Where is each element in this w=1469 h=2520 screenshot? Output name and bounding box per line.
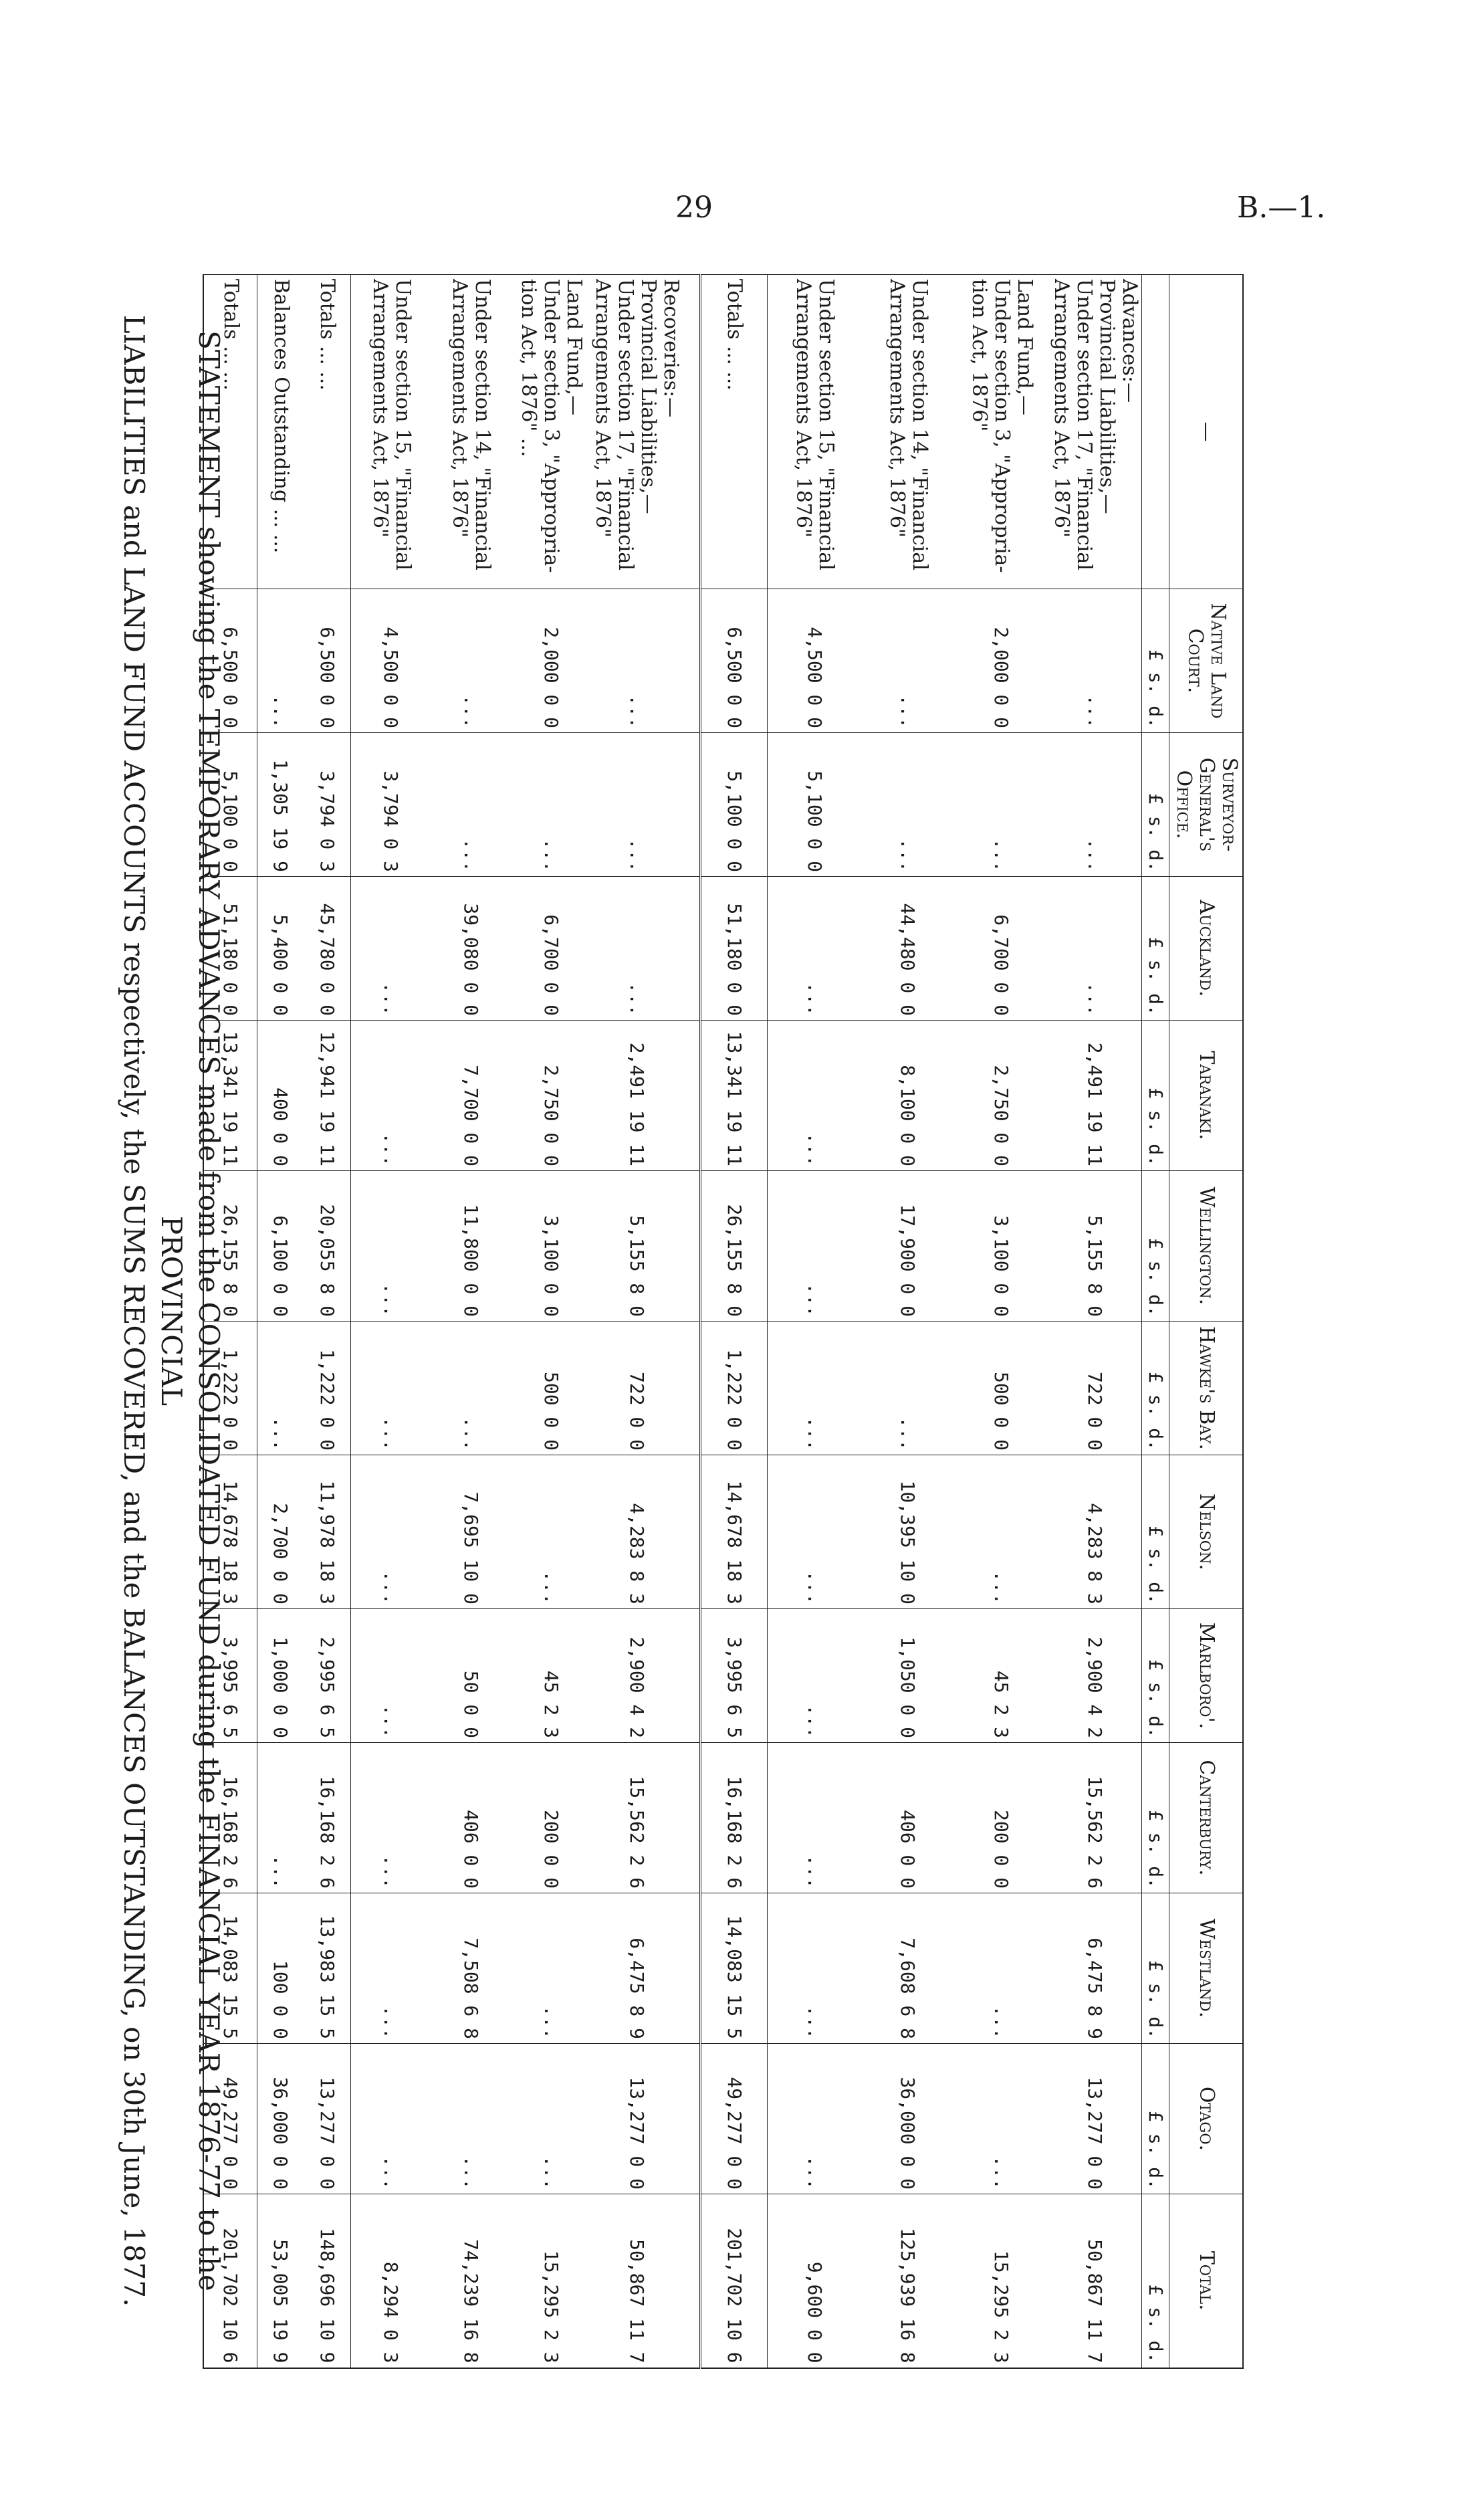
amount-cell: 500 0 0 xyxy=(512,1322,592,1455)
amount-cell: 6,700 0 0 xyxy=(512,877,592,1021)
amount-cell: ... xyxy=(861,733,955,877)
separator-cell xyxy=(683,1171,701,1322)
amount-cell: ... xyxy=(257,1743,304,1893)
amount-cell: 6,475 8 9 xyxy=(1048,1893,1142,2044)
amount-cell: ... xyxy=(768,1322,861,1455)
amount-cell: ... xyxy=(512,1893,592,2044)
amount-cell: 1,050 0 0 xyxy=(861,1609,955,1743)
table-row xyxy=(351,275,431,2368)
amount-cell: 13,277 0 0 xyxy=(592,2044,683,2194)
amount-cell: 1,222 0 0 xyxy=(701,1322,768,1455)
amount-cell: ... xyxy=(257,1322,304,1455)
amount-cell: 125,939 16 8 xyxy=(861,2194,955,2368)
amount-cell: ... xyxy=(351,1322,431,1455)
amount-cell: 2,900 4 2 xyxy=(592,1609,683,1743)
amount-cell: ... xyxy=(351,1455,431,1609)
amount-cell: 50 0 0 xyxy=(431,1609,512,1743)
row-label: Advances:— Provincial Liabilities,— Under section 17, "Financial Arrangements Act, 1876" xyxy=(1048,275,1142,589)
amount-cell: 148,696 10 9 xyxy=(304,2194,351,2368)
amount-cell: 406 0 0 xyxy=(431,1743,512,1893)
table-row xyxy=(512,275,592,2368)
amount-cell: 3,794 0 3 xyxy=(304,733,351,877)
unit-cell: £ s. d. xyxy=(1142,1893,1169,2044)
title-line-2: LIABILITIES and LAND FUND ACCOUNTS respectively, the SUMS RECOVERED, and the BALANCES OUTSTANDING, on 30th June, 1877. xyxy=(118,314,150,2307)
amount-cell: 1,000 0 0 xyxy=(257,1609,304,1743)
amount-cell: 15,562 2 6 xyxy=(1048,1743,1142,1893)
amount-cell: 2,900 4 2 xyxy=(1048,1609,1142,1743)
amount-cell: 74,239 16 8 xyxy=(431,2194,512,2368)
amount-cell: 201,702 10 6 xyxy=(204,2194,257,2368)
separator-cell xyxy=(683,1743,701,1893)
row-label: Under section 15, "Financial Arrangements Act, 1876" xyxy=(768,275,861,589)
row-label: Recoveries:— Provincial Liabilities,— Under section 17, "Financial Arrangements Act, 1876" xyxy=(592,275,683,589)
amount-cell: 11,800 0 0 xyxy=(431,1171,512,1322)
amount-cell: 722 0 0 xyxy=(1048,1322,1142,1455)
row-label: Under section 14, "Financial Arrangements Act, 1876" xyxy=(861,275,955,589)
amount-cell: 16,168 2 6 xyxy=(701,1743,768,1893)
amount-cell: 51,180 0 0 xyxy=(204,877,257,1021)
amount-cell: 2,750 0 0 xyxy=(955,1021,1048,1171)
column-header: Surveyor-General's Office. xyxy=(1169,733,1243,877)
amount-cell: ... xyxy=(955,1893,1048,2044)
unit-cell: £ s. d. xyxy=(1142,2194,1169,2368)
amount-cell: 9,600 0 0 xyxy=(768,2194,861,2368)
amount-cell: ... xyxy=(431,589,512,733)
title-line-1: STATEMENT showing the TEMPORARY ADVANCES made from the CONSOLIDATED FUND during the FINANCIAL YEAR 1876-77 to the PROVINCIAL xyxy=(155,330,225,2291)
amount-cell: 1,222 0 0 xyxy=(304,1322,351,1455)
unit-cell: £ s. d. xyxy=(1142,2044,1169,2194)
separator-cell xyxy=(683,2044,701,2194)
units-row xyxy=(1142,275,1169,2368)
amount-cell: 13,983 15 5 xyxy=(304,1893,351,2044)
amount-cell: 2,750 0 0 xyxy=(512,1021,592,1171)
unit-cell: £ s. d. xyxy=(1142,1171,1169,1322)
amount-cell: ... xyxy=(512,1455,592,1609)
column-header: Nelson. xyxy=(1169,1455,1243,1609)
amount-cell: ... xyxy=(351,1609,431,1743)
amount-cell: 16,168 2 6 xyxy=(204,1743,257,1893)
column-header: Otago. xyxy=(1169,2044,1243,2194)
column-header-row xyxy=(1169,275,1243,2368)
table-row xyxy=(257,275,304,2368)
amount-cell: ... xyxy=(592,733,683,877)
amount-cell: ... xyxy=(768,1893,861,2044)
amount-cell: 2,000 0 0 xyxy=(512,589,592,733)
amount-cell: 16,168 2 6 xyxy=(304,1743,351,1893)
amount-cell: 5,100 0 0 xyxy=(768,733,861,877)
amount-cell: ... xyxy=(955,1455,1048,1609)
amount-cell: 44,480 0 0 xyxy=(861,877,955,1021)
table-row xyxy=(431,275,512,2368)
amount-cell: 13,341 19 11 xyxy=(204,1021,257,1171)
amount-cell: ... xyxy=(861,589,955,733)
amount-cell: 201,702 10 6 xyxy=(701,2194,768,2368)
column-header: Native Land Court. xyxy=(1169,589,1243,733)
unit-cell: £ s. d. xyxy=(1142,1322,1169,1455)
table-row xyxy=(955,275,1048,2368)
amount-cell: ... xyxy=(768,877,861,1021)
amount-cell: 4,283 8 3 xyxy=(592,1455,683,1609)
page-number: 29 xyxy=(675,191,713,225)
amount-cell: 12,941 19 11 xyxy=(304,1021,351,1171)
separator-cell xyxy=(683,877,701,1021)
amount-cell: 50,867 11 7 xyxy=(1048,2194,1142,2368)
unit-cell: £ s. d. xyxy=(1142,877,1169,1021)
amount-cell: 14,678 18 3 xyxy=(204,1455,257,1609)
amount-cell: 14,678 18 3 xyxy=(701,1455,768,1609)
amount-cell: 3,995 6 5 xyxy=(701,1609,768,1743)
row-label: Under section 15, "Financial Arrangements Act, 1876" xyxy=(351,275,431,589)
column-header: — xyxy=(1169,275,1243,589)
amount-cell: 8,100 0 0 xyxy=(861,1021,955,1171)
amount-cell: 3,100 0 0 xyxy=(512,1171,592,1322)
separator-cell xyxy=(683,733,701,877)
amount-cell: 1,305 19 9 xyxy=(257,733,304,877)
amount-cell: 4,500 0 0 xyxy=(768,589,861,733)
amount-cell: ... xyxy=(351,2044,431,2194)
amount-cell: 406 0 0 xyxy=(861,1743,955,1893)
amount-cell: 200 0 0 xyxy=(955,1743,1048,1893)
column-header: Taranaki. xyxy=(1169,1021,1243,1171)
unit-cell: £ s. d. xyxy=(1142,1021,1169,1171)
amount-cell: 2,491 19 11 xyxy=(592,1021,683,1171)
separator-cell xyxy=(683,1609,701,1743)
column-header: Westland. xyxy=(1169,1893,1243,2044)
rotated-statement xyxy=(80,254,1244,2368)
separator-cell xyxy=(683,1322,701,1455)
column-header: Wellington. xyxy=(1169,1171,1243,1322)
unit-cell: £ s. d. xyxy=(1142,1455,1169,1609)
table-row xyxy=(701,275,768,2368)
separator-cell xyxy=(683,1893,701,2044)
separator-cell xyxy=(683,589,701,733)
unit-cell: £ s. d. xyxy=(1142,733,1169,877)
amount-cell: 500 0 0 xyxy=(955,1322,1048,1455)
column-header: Total. xyxy=(1169,2194,1243,2368)
amount-cell: ... xyxy=(1048,877,1142,1021)
section-separator xyxy=(683,275,701,2368)
table-row xyxy=(1048,275,1142,2368)
amount-cell: ... xyxy=(1048,589,1142,733)
amount-cell: ... xyxy=(257,589,304,733)
amount-cell: ... xyxy=(768,1455,861,1609)
amount-cell: ... xyxy=(955,2044,1048,2194)
amount-cell: 6,475 8 9 xyxy=(592,1893,683,2044)
amount-cell: 6,500 0 0 xyxy=(701,589,768,733)
unit-cell: £ s. d. xyxy=(1142,1609,1169,1743)
column-header: Hawke's Bay. xyxy=(1169,1322,1243,1455)
row-label: Balances Outstanding ... ... xyxy=(257,275,304,589)
amount-cell: ... xyxy=(351,1171,431,1322)
amount-cell: 26,155 8 0 xyxy=(204,1171,257,1322)
amount-cell: 7,608 6 8 xyxy=(861,1893,955,2044)
amount-cell: ... xyxy=(351,877,431,1021)
unit-cell xyxy=(1142,275,1169,589)
amount-cell: 6,700 0 0 xyxy=(955,877,1048,1021)
amount-cell: ... xyxy=(592,877,683,1021)
amount-cell: 13,277 0 0 xyxy=(1048,2044,1142,2194)
table-row xyxy=(304,275,351,2368)
column-header: Canterbury. xyxy=(1169,1743,1243,1893)
separator-cell xyxy=(683,2194,701,2368)
row-label: Land Fund,— Under section 3, "Appropria- tion Act, 1876" xyxy=(955,275,1048,589)
amount-cell: 7,695 10 0 xyxy=(431,1455,512,1609)
amount-cell: ... xyxy=(592,589,683,733)
table-row xyxy=(768,275,861,2368)
amount-cell: 6,500 0 0 xyxy=(304,589,351,733)
row-label: Under section 14, "Financial Arrangements Act, 1876" xyxy=(431,275,512,589)
amount-cell: ... xyxy=(768,1171,861,1322)
column-header: Marlboro'. xyxy=(1169,1609,1243,1743)
amount-cell: 4,283 8 3 xyxy=(1048,1455,1142,1609)
amount-cell: 5,155 8 0 xyxy=(592,1171,683,1322)
amount-cell: 400 0 0 xyxy=(257,1021,304,1171)
statement-table xyxy=(203,274,1244,2369)
amount-cell: 4,500 0 0 xyxy=(351,589,431,733)
amount-cell: ... xyxy=(351,1743,431,1893)
amount-cell: ... xyxy=(768,1609,861,1743)
amount-cell: 3,100 0 0 xyxy=(955,1171,1048,1322)
amount-cell: ... xyxy=(351,1021,431,1171)
amount-cell: 14,083 15 5 xyxy=(204,1893,257,2044)
amount-cell: ... xyxy=(955,733,1048,877)
amount-cell: 5,100 0 0 xyxy=(204,733,257,877)
amount-cell: 36,000 0 0 xyxy=(861,2044,955,2194)
amount-cell: 13,341 19 11 xyxy=(701,1021,768,1171)
amount-cell: ... xyxy=(768,1743,861,1893)
amount-cell: 3,794 0 3 xyxy=(351,733,431,877)
amount-cell: 6,100 0 0 xyxy=(257,1171,304,1322)
separator-cell xyxy=(683,1021,701,1171)
amount-cell: 722 0 0 xyxy=(592,1322,683,1455)
amount-cell: 10,395 10 0 xyxy=(861,1455,955,1609)
amount-cell: 7,700 0 0 xyxy=(431,1021,512,1171)
amount-cell: 6,500 0 0 xyxy=(204,589,257,733)
amount-cell: 5,155 8 0 xyxy=(1048,1171,1142,1322)
column-header: Auckland. xyxy=(1169,877,1243,1021)
amount-cell: 45,780 0 0 xyxy=(304,877,351,1021)
amount-cell: 8,294 0 3 xyxy=(351,2194,431,2368)
unit-cell: £ s. d. xyxy=(1142,1743,1169,1893)
amount-cell: ... xyxy=(431,2044,512,2194)
amount-cell: 39,080 0 0 xyxy=(431,877,512,1021)
unit-cell: £ s. d. xyxy=(1142,589,1169,733)
amount-cell: ... xyxy=(1048,733,1142,877)
amount-cell: ... xyxy=(431,1322,512,1455)
amount-cell: 5,400 0 0 xyxy=(257,877,304,1021)
amount-cell: 50,867 11 7 xyxy=(592,2194,683,2368)
amount-cell: 45 2 3 xyxy=(955,1609,1048,1743)
amount-cell: 49,277 0 0 xyxy=(701,2044,768,2194)
amount-cell: ... xyxy=(512,2044,592,2194)
amount-cell: 26,155 8 0 xyxy=(701,1171,768,1322)
amount-cell: 7,508 6 8 xyxy=(431,1893,512,2044)
amount-cell: ... xyxy=(768,1021,861,1171)
amount-cell: 15,295 2 3 xyxy=(955,2194,1048,2368)
amount-cell: 36,000 0 0 xyxy=(257,2044,304,2194)
amount-cell: 200 0 0 xyxy=(512,1743,592,1893)
amount-cell: 51,180 0 0 xyxy=(701,877,768,1021)
table-row xyxy=(592,275,683,2368)
document-reference: B.—1. xyxy=(1237,191,1326,225)
separator-cell xyxy=(683,275,701,589)
amount-cell: 20,055 8 0 xyxy=(304,1171,351,1322)
amount-cell: 5,100 0 0 xyxy=(701,733,768,877)
amount-cell: ... xyxy=(512,733,592,877)
amount-cell: 1,222 0 0 xyxy=(204,1322,257,1455)
amount-cell: 11,978 18 3 xyxy=(304,1455,351,1609)
amount-cell: ... xyxy=(861,1322,955,1455)
amount-cell: 2,995 6 5 xyxy=(304,1609,351,1743)
amount-cell: 3,995 6 5 xyxy=(204,1609,257,1743)
table-row xyxy=(204,275,257,2368)
amount-cell: 45 2 3 xyxy=(512,1609,592,1743)
separator-cell xyxy=(683,1455,701,1609)
amount-cell: ... xyxy=(351,1893,431,2044)
amount-cell: 17,900 0 0 xyxy=(861,1171,955,1322)
amount-cell: 15,295 2 3 xyxy=(512,2194,592,2368)
amount-cell: 2,700 0 0 xyxy=(257,1455,304,1609)
amount-cell: 100 0 0 xyxy=(257,1893,304,2044)
amount-cell: 53,005 19 9 xyxy=(257,2194,304,2368)
amount-cell: ... xyxy=(768,2044,861,2194)
amount-cell: 15,562 2 6 xyxy=(592,1743,683,1893)
row-label: Totals ... ... xyxy=(204,275,257,589)
row-label: Totals ... ... xyxy=(304,275,351,589)
amount-cell: 14,083 15 5 xyxy=(701,1893,768,2044)
row-label: Totals ... ... xyxy=(701,275,768,589)
amount-cell: 2,491 19 11 xyxy=(1048,1021,1142,1171)
amount-cell: 13,277 0 0 xyxy=(304,2044,351,2194)
amount-cell: 2,000 0 0 xyxy=(955,589,1048,733)
row-label: Land Fund,— Under section 3, "Appropria- tion Act, 1876" ... xyxy=(512,275,592,589)
table-row xyxy=(861,275,955,2368)
amount-cell: ... xyxy=(431,733,512,877)
amount-cell: 49,277 0 0 xyxy=(204,2044,257,2194)
